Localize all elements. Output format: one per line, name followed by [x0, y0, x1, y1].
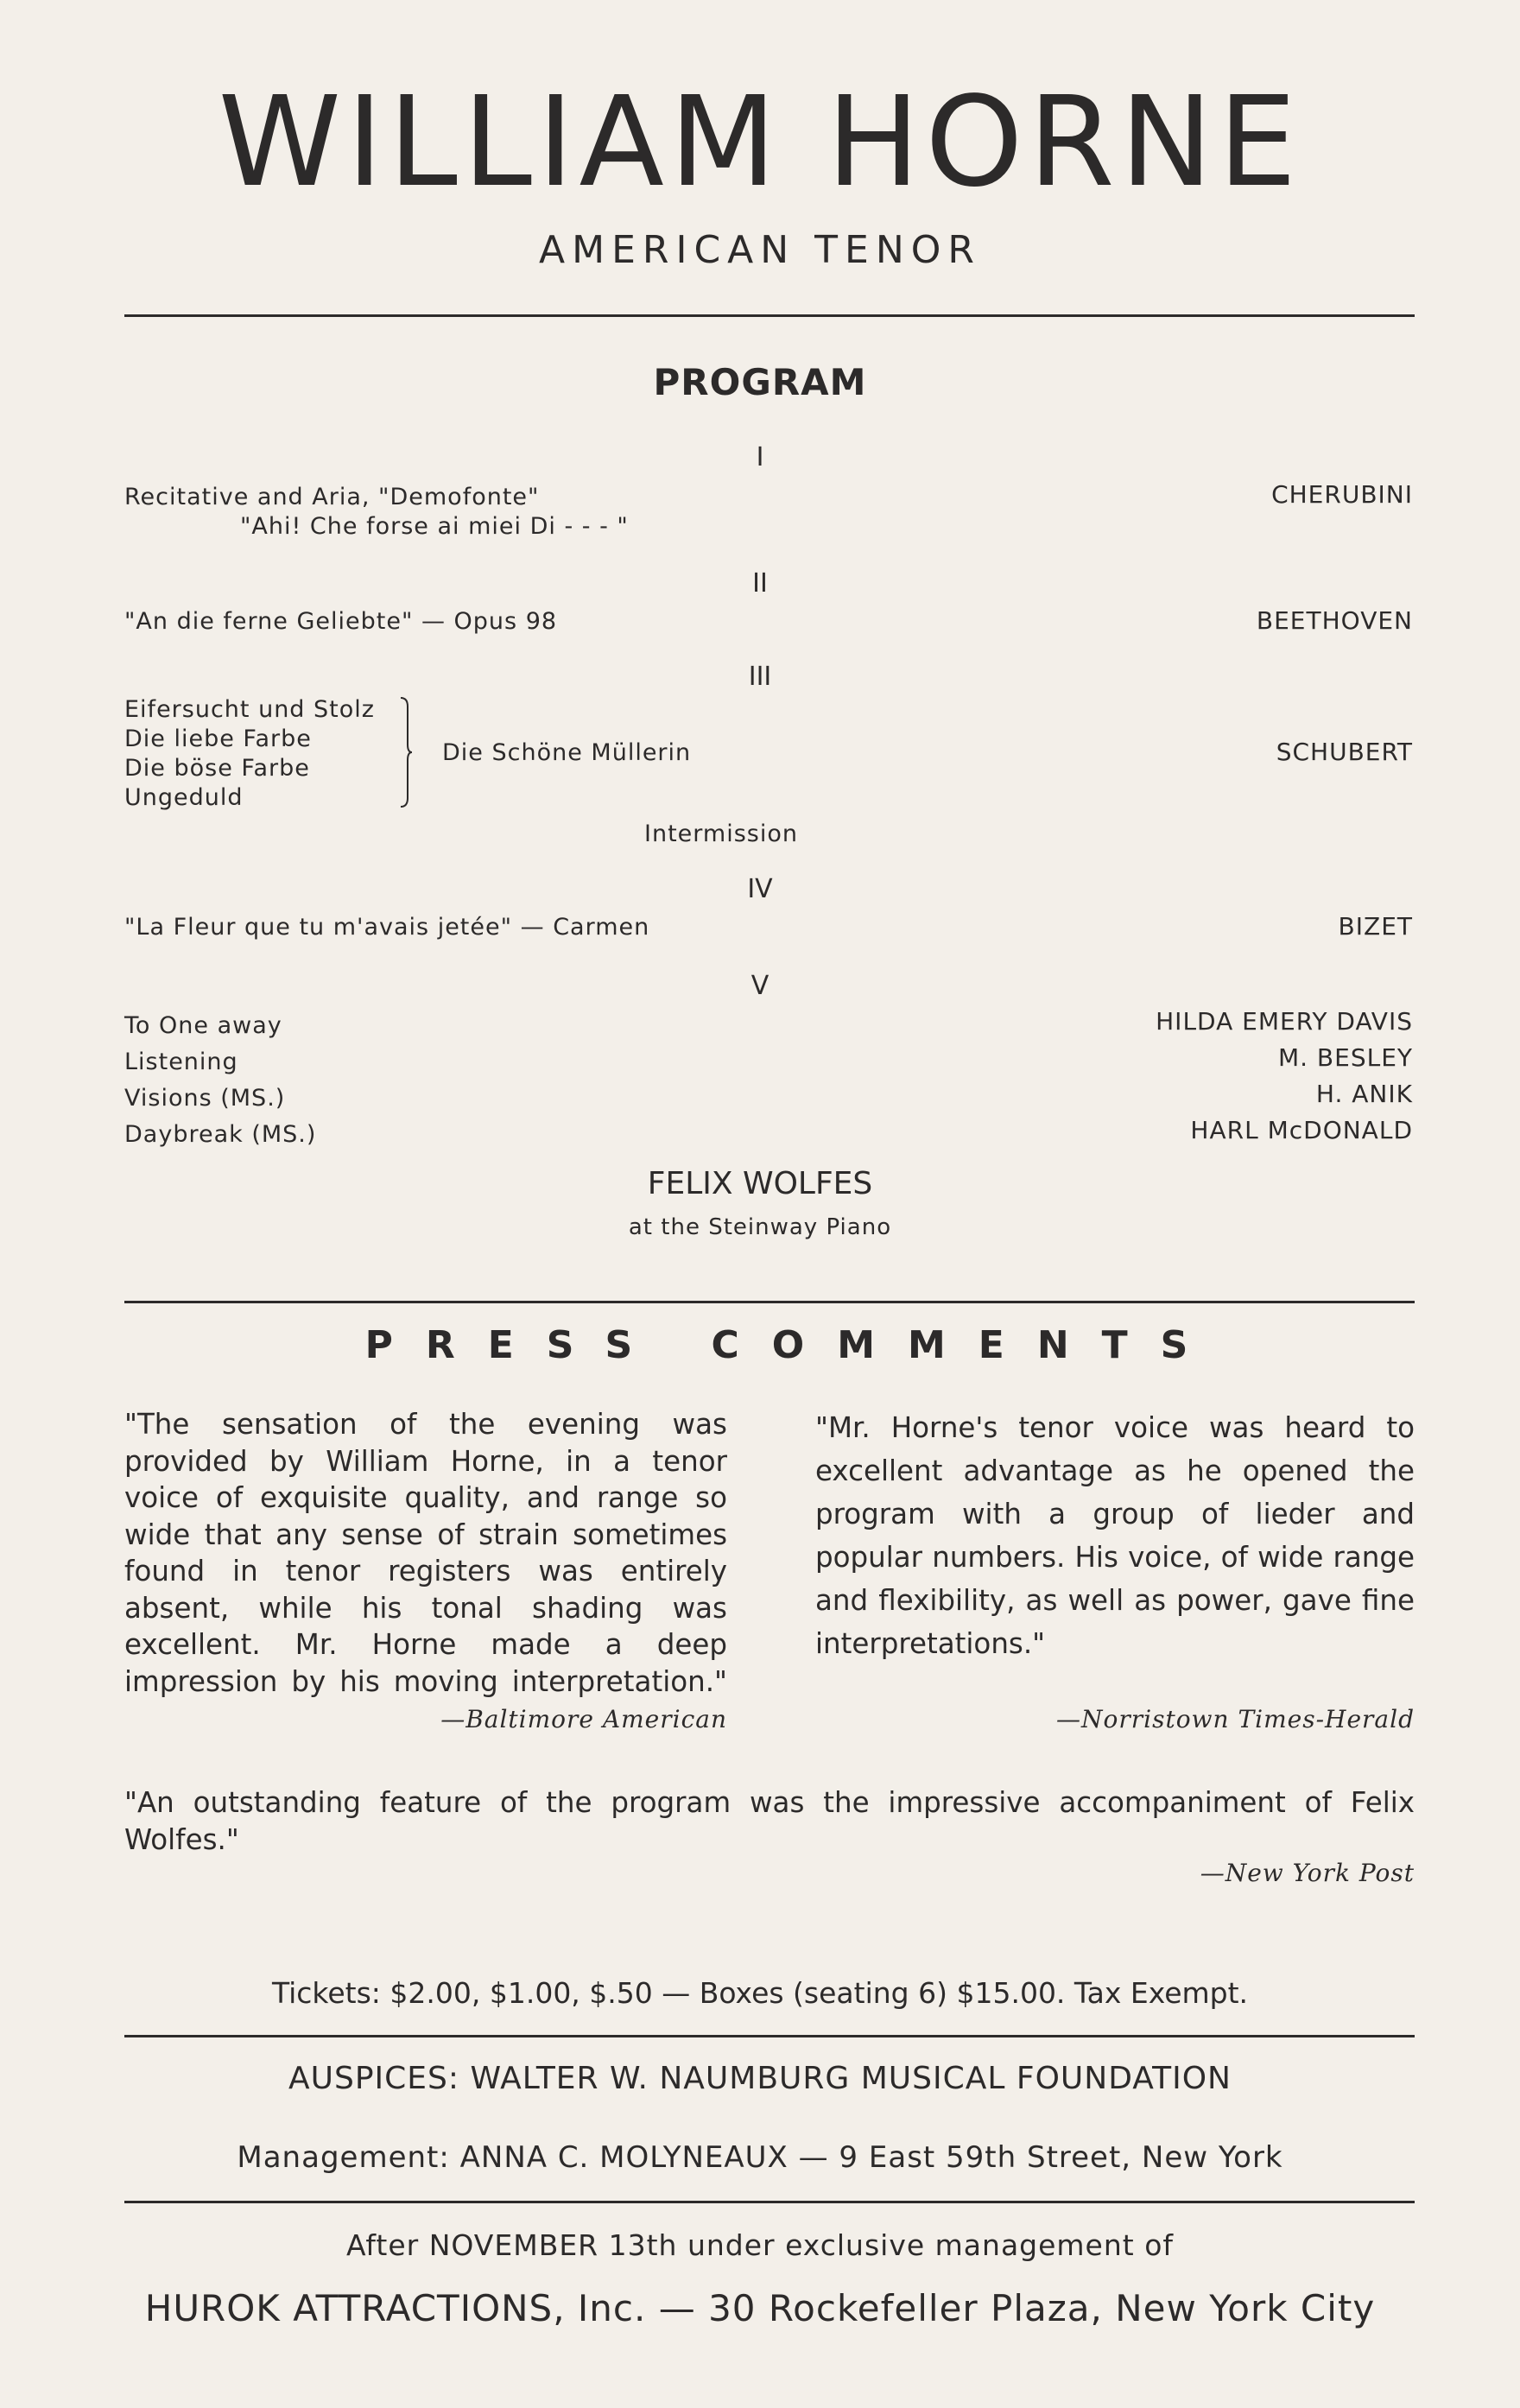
auspices-line: AUSPICES: WALTER W. NAUMBURG MUSICAL FOUNDATION — [288, 2061, 1232, 2096]
pianist-note: at the Steinway Piano — [628, 1214, 892, 1240]
pianist-name: FELIX WOLFES — [647, 1166, 873, 1201]
section-numeral: IV — [747, 874, 773, 904]
song-title: To One away — [124, 1012, 282, 1039]
press-quote: "The sensation of the evening was provided by William Horne, in a tenor voice of exquisite quality, and range so wide that any sense of strain sometimes found in tenor registers was entirely absent, while his tonal shading was excellent. Mr. Horne made a deep impression by his moving interpretation." — [124, 1408, 727, 1698]
press-source: —Norristown Times-Herald — [1056, 1705, 1415, 1733]
song-title: Daybreak (MS.) — [124, 1121, 317, 1148]
program-heading: PROGRAM — [653, 361, 867, 403]
press-quote: "An outstanding feature of the program was the impressive accompaniment of Felix Wolfes." — [124, 1786, 1415, 1856]
composer-name: SCHUBERT — [1276, 738, 1413, 766]
performer-name: WILLIAM HORNE — [218, 69, 1302, 214]
composer-name: M. BESLEY — [1277, 1043, 1413, 1072]
divider — [124, 2035, 1415, 2037]
divider — [124, 1301, 1415, 1303]
composer-name: HILDA EMERY DAVIS — [1156, 1007, 1413, 1036]
intermission-label: Intermission — [644, 821, 798, 847]
song-title: Eifersucht und Stolz — [124, 696, 375, 723]
exclusive-management-line: After NOVEMBER 13th under exclusive management of — [345, 2228, 1175, 2262]
song-title: Listening — [124, 1049, 238, 1075]
composer-name: CHERUBINI — [1271, 480, 1413, 509]
performer-subtitle: AMERICAN TENOR — [539, 228, 981, 272]
press-source: —New York Post — [1200, 1859, 1415, 1887]
song-title: Ungeduld — [124, 784, 244, 811]
song-cycle-title: Die Schöne Müllerin — [442, 739, 692, 766]
program-item-line: "Ahi! Che forse ai miei Di - - - " — [240, 513, 629, 540]
section-numeral: II — [752, 568, 768, 599]
press-heading: PRESS COMMENTS — [364, 1323, 1221, 1367]
song-title: Die liebe Farbe — [124, 726, 312, 752]
program-item-line: Recitative and Aria, "Demofonte" — [124, 484, 540, 510]
composer-name: HARL McDONALD — [1190, 1116, 1413, 1144]
song-title: Die böse Farbe — [124, 755, 310, 782]
divider — [124, 2201, 1415, 2203]
composer-name: BIZET — [1338, 912, 1413, 941]
song-title: Visions (MS.) — [124, 1085, 286, 1112]
divider — [124, 314, 1415, 317]
press-quote: "Mr. Horne's tenor voice was heard to excellent advantage as he opened the program with a group of lieder and popular numbers. His voice, of wide range and flexibility, as well as power, gave fine interpretations." — [815, 1411, 1415, 1660]
section-numeral: I — [756, 442, 764, 472]
section-numeral: III — [748, 662, 772, 692]
brace-icon — [399, 696, 413, 808]
composer-name: BEETHOVEN — [1256, 606, 1413, 635]
press-source: —Baltimore American — [440, 1705, 727, 1733]
management-line: Management: ANNA C. MOLYNEAUX — 9 East 59th Street, New York — [237, 2140, 1283, 2175]
program-item-line: "An die ferne Geliebte" — Opus 98 — [124, 608, 558, 635]
composer-name: H. ANIK — [1315, 1080, 1413, 1108]
program-item-line: "La Fleur que tu m'avais jetée" — Carmen — [124, 914, 650, 941]
hurok-attractions-line: HUROK ATTRACTIONS, Inc. — 30 Rockefeller Plaza, New York City — [144, 2287, 1376, 2329]
section-numeral: V — [750, 971, 770, 1001]
ticket-prices: Tickets: $2.00, $1.00, $.50 — Boxes (seating 6) $15.00. Tax Exempt. — [271, 1976, 1249, 2010]
